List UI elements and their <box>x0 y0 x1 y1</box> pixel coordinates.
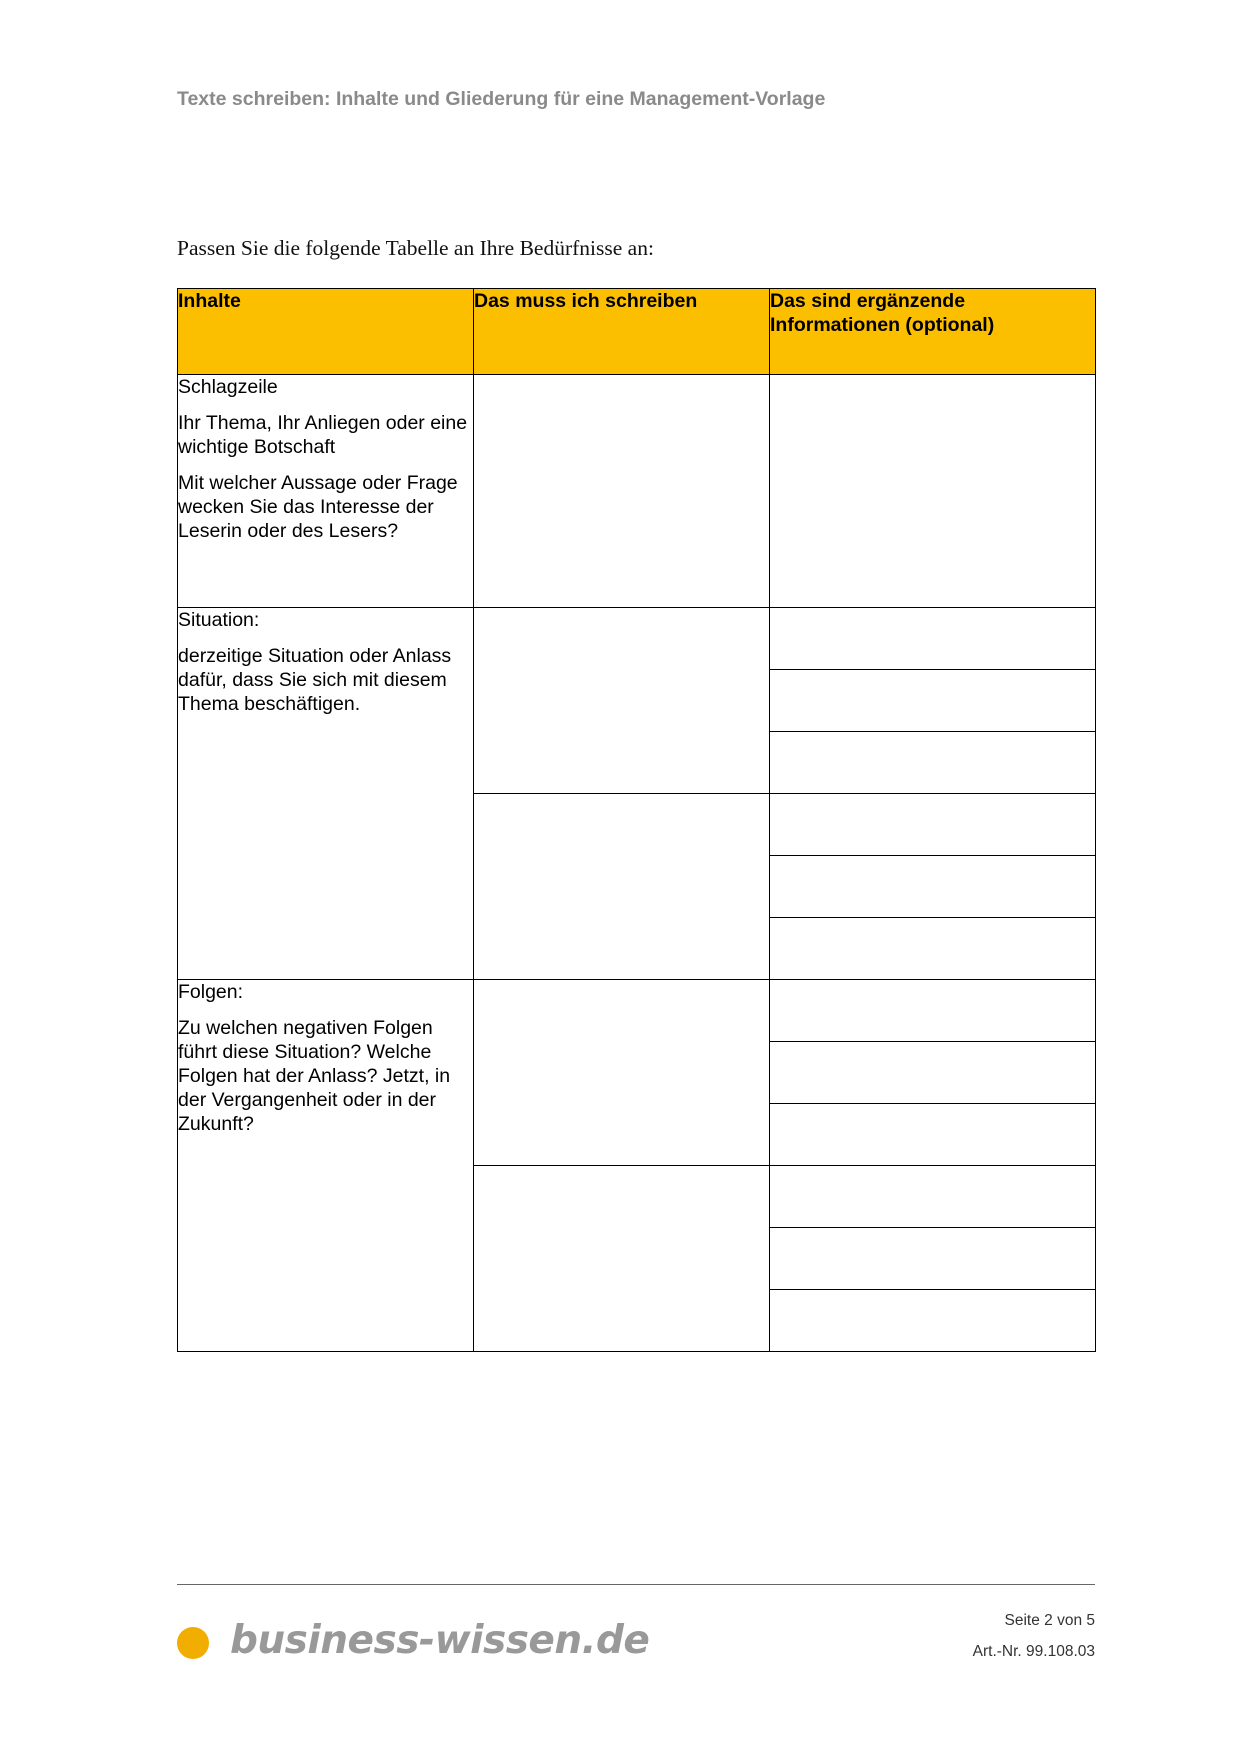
column-header-muss-schreiben: Das muss ich schreiben <box>474 289 770 375</box>
cell-ergaenzend-schlagzeile[interactable] <box>770 375 1096 608</box>
row-label-folgen: Folgen: <box>178 981 244 1003</box>
row-label-situation: Situation: <box>178 609 260 631</box>
cell-muss-folgen-2[interactable] <box>474 1166 770 1352</box>
cell-inhalt-situation <box>178 608 474 980</box>
cell-ergaenzend-folgen-1[interactable] <box>770 980 1096 1042</box>
cell-ergaenzend-situation-6[interactable] <box>770 918 1096 980</box>
cell-ergaenzend-situation-5[interactable] <box>770 856 1096 918</box>
cell-muss-folgen-1[interactable] <box>474 980 770 1166</box>
cell-ergaenzend-folgen-4[interactable] <box>770 1166 1096 1228</box>
cell-ergaenzend-folgen-3[interactable] <box>770 1104 1096 1166</box>
row-description-schlagzeile-2: Mit welcher Aussage oder Frage wecken Sie das Interesse der Leserin oder des Lesers? <box>178 472 458 542</box>
table-header-row <box>178 289 1096 375</box>
row-description-schlagzeile-1: Ihr Thema, Ihr Anliegen oder eine wichtige Botschaft <box>178 412 468 458</box>
table-row-situation-1 <box>178 608 1096 670</box>
cell-muss-situation-1[interactable] <box>474 608 770 794</box>
cell-muss-schlagzeile[interactable] <box>474 375 770 608</box>
row-description-situation: derzeitige Situation oder Anlass dafür, dass Sie sich mit diesem Thema beschäftigen. <box>178 645 452 715</box>
column-header-ergaenzende-informationen: Das sind ergänzende Informationen (optional) <box>770 289 1096 375</box>
cell-ergaenzend-folgen-2[interactable] <box>770 1042 1096 1104</box>
table-row-folgen-1 <box>178 980 1096 1042</box>
cell-ergaenzend-folgen-6[interactable] <box>770 1290 1096 1352</box>
cell-ergaenzend-situation-3[interactable] <box>770 732 1096 794</box>
cell-inhalt-folgen <box>178 980 474 1352</box>
column-header-inhalte: Inhalte <box>178 289 474 375</box>
document-header-title: Texte schreiben: Inhalte und Gliederung für eine Management-Vorlage <box>177 88 826 110</box>
article-number: Art.-Nr. 99.108.03 <box>972 1643 1095 1660</box>
cell-ergaenzend-situation-2[interactable] <box>770 670 1096 732</box>
cell-muss-situation-2[interactable] <box>474 794 770 980</box>
row-label-schlagzeile: Schlagzeile <box>178 376 278 398</box>
brand-dot-icon <box>177 1627 209 1659</box>
intro-text: Passen Sie die folgende Tabelle an Ihre Bedürfnisse an: <box>177 236 654 260</box>
footer-divider <box>177 1584 1095 1585</box>
row-description-folgen: Zu welchen negativen Folgen führt diese Situation? Welche Folgen hat der Anlass? Jetzt, in der Vergangenheit oder in der Zukunft? <box>178 1017 451 1135</box>
content-planning-table <box>177 288 1096 1352</box>
cell-ergaenzend-situation-1[interactable] <box>770 608 1096 670</box>
cell-ergaenzend-folgen-5[interactable] <box>770 1228 1096 1290</box>
brand-logo-text: business-wissen.de <box>230 1618 650 1663</box>
page-number: Seite 2 von 5 <box>1004 1612 1095 1629</box>
cell-ergaenzend-situation-4[interactable] <box>770 794 1096 856</box>
cell-inhalt-schlagzeile <box>178 375 474 608</box>
table-row-schlagzeile <box>178 375 1096 608</box>
